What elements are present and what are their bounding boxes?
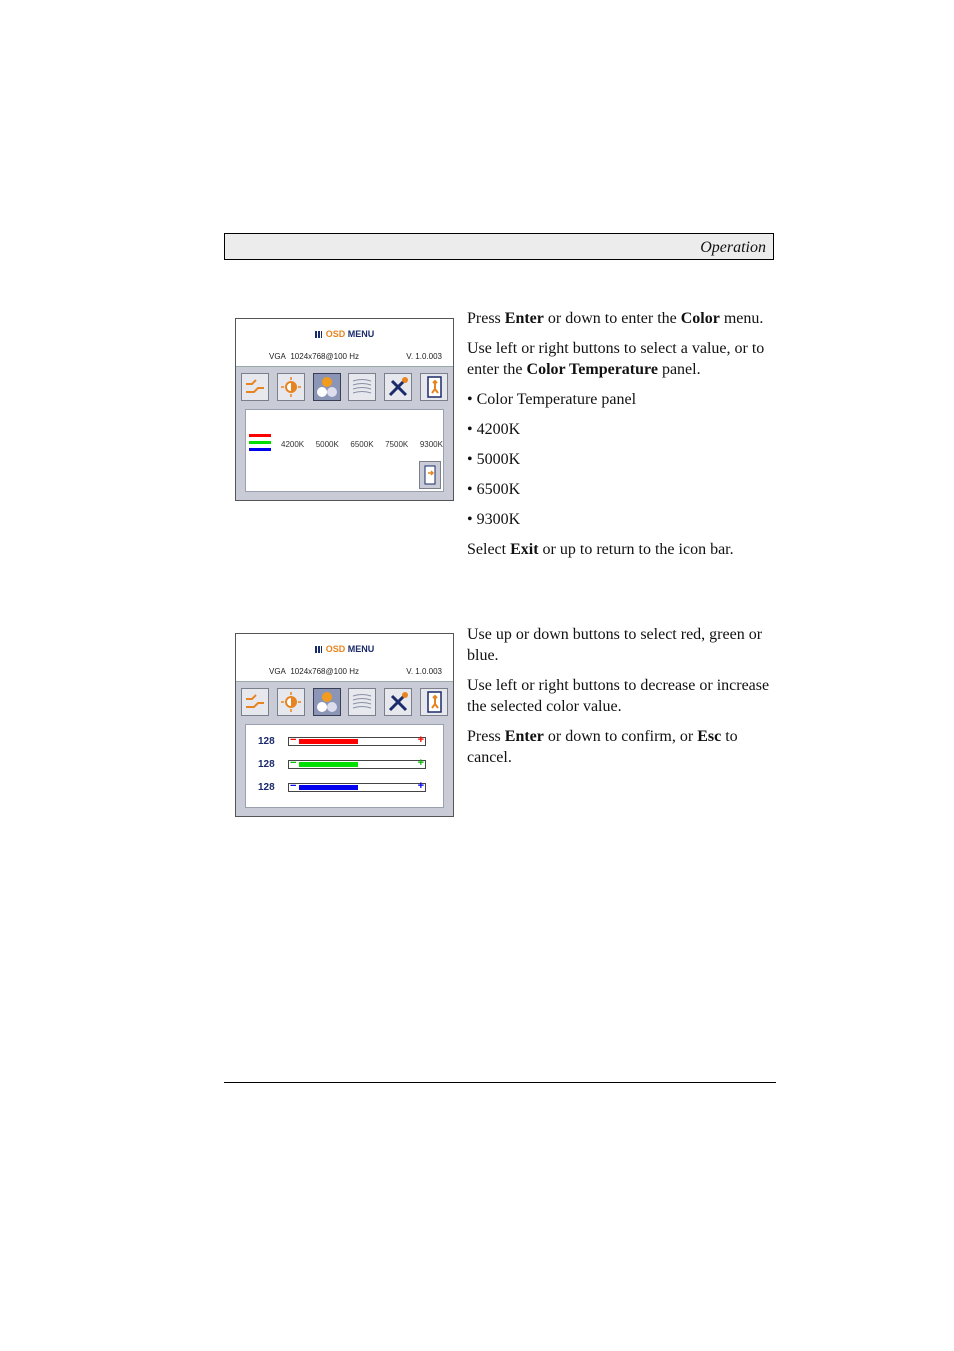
color-temp-presets bbox=[281, 440, 443, 449]
osd-body bbox=[236, 681, 453, 816]
section-title: Operation bbox=[700, 239, 766, 256]
blue-channel-row[interactable] bbox=[258, 782, 426, 793]
exit-door-icon bbox=[423, 465, 437, 485]
osd-title: OSD MENU bbox=[236, 644, 453, 654]
geometry-icon[interactable] bbox=[348, 688, 376, 716]
decrease-icon[interactable]: − bbox=[290, 734, 297, 746]
osd-logo-icon bbox=[315, 331, 322, 338]
input-source-icon[interactable] bbox=[241, 373, 269, 401]
paragraph: Press Enter or down to confirm, or Esc to cancel. bbox=[467, 728, 738, 766]
osd-body bbox=[236, 366, 453, 500]
paragraph: Select Exit or up to return to the icon bar. bbox=[467, 541, 734, 558]
osd-color-temp-screenshot bbox=[235, 318, 454, 501]
red-value: 128 bbox=[258, 736, 275, 747]
red-slider-fill bbox=[299, 739, 358, 744]
bullet-item: • 5000K bbox=[467, 451, 521, 468]
preset-9300k[interactable]: 9300K bbox=[419, 440, 443, 449]
panel-exit-button[interactable] bbox=[419, 461, 441, 489]
footer-rule bbox=[224, 1082, 776, 1083]
osd-version: V. 1.0.003 bbox=[406, 352, 442, 361]
osd-logo-icon bbox=[315, 646, 322, 653]
osd-icon-bar bbox=[241, 688, 448, 716]
decrease-icon[interactable]: − bbox=[290, 757, 297, 769]
color-temp-panel bbox=[245, 409, 444, 492]
green-channel-row[interactable] bbox=[258, 759, 426, 770]
input-source-icon[interactable] bbox=[241, 688, 269, 716]
brightness-icon[interactable] bbox=[277, 688, 305, 716]
bullet-item: • 4200K bbox=[467, 421, 521, 438]
rgb-legend-icon bbox=[249, 434, 271, 455]
rgb-instructions bbox=[467, 624, 777, 777]
blue-value: 128 bbox=[258, 782, 275, 793]
bullet-item: • 9300K bbox=[467, 511, 521, 528]
paragraph: Press Enter or down to enter the Color menu. bbox=[467, 310, 764, 327]
blue-slider-fill bbox=[299, 785, 358, 790]
geometry-icon[interactable] bbox=[348, 373, 376, 401]
preset-5000k[interactable]: 5000K bbox=[315, 440, 339, 449]
exit-door-icon[interactable] bbox=[420, 688, 448, 716]
paragraph: Use left or right buttons to select a value, or to enter the Color Temperature panel. bbox=[467, 340, 765, 378]
color-icon[interactable] bbox=[313, 373, 341, 401]
color-menu-instructions bbox=[467, 308, 777, 569]
bullet-item: • 6500K bbox=[467, 481, 521, 498]
green-slider[interactable] bbox=[288, 757, 426, 769]
paragraph: Use left or right buttons to decrease or increase the selected color value. bbox=[467, 677, 770, 715]
brightness-icon[interactable] bbox=[277, 373, 305, 401]
red-slider[interactable] bbox=[288, 734, 426, 746]
tools-icon[interactable] bbox=[384, 373, 412, 401]
increase-icon[interactable]: + bbox=[417, 757, 424, 769]
osd-resolution: VGA 1024x768@100 Hz bbox=[269, 667, 359, 676]
osd-version: V. 1.0.003 bbox=[406, 667, 442, 676]
osd-resolution: VGA 1024x768@100 Hz bbox=[269, 352, 359, 361]
osd-icon-bar bbox=[241, 373, 448, 401]
green-slider-fill bbox=[299, 762, 358, 767]
preset-7500k[interactable]: 7500K bbox=[385, 440, 409, 449]
increase-icon[interactable]: + bbox=[417, 734, 424, 746]
bullet-item: • Color Temperature panel bbox=[467, 391, 637, 408]
green-value: 128 bbox=[258, 759, 275, 770]
tools-icon[interactable] bbox=[384, 688, 412, 716]
preset-4200k[interactable]: 4200K bbox=[281, 440, 305, 449]
blue-slider[interactable] bbox=[288, 780, 426, 792]
preset-6500k[interactable]: 6500K bbox=[350, 440, 374, 449]
decrease-icon[interactable]: − bbox=[290, 780, 297, 792]
osd-title: OSD MENU bbox=[236, 329, 453, 339]
red-channel-row[interactable] bbox=[258, 736, 426, 747]
page-header bbox=[224, 233, 774, 260]
rgb-adjust-panel bbox=[245, 724, 444, 808]
exit-door-icon[interactable] bbox=[420, 373, 448, 401]
osd-rgb-screenshot bbox=[235, 633, 454, 817]
color-icon[interactable] bbox=[313, 688, 341, 716]
increase-icon[interactable]: + bbox=[417, 780, 424, 792]
paragraph: Use up or down buttons to select red, green or blue. bbox=[467, 626, 763, 664]
